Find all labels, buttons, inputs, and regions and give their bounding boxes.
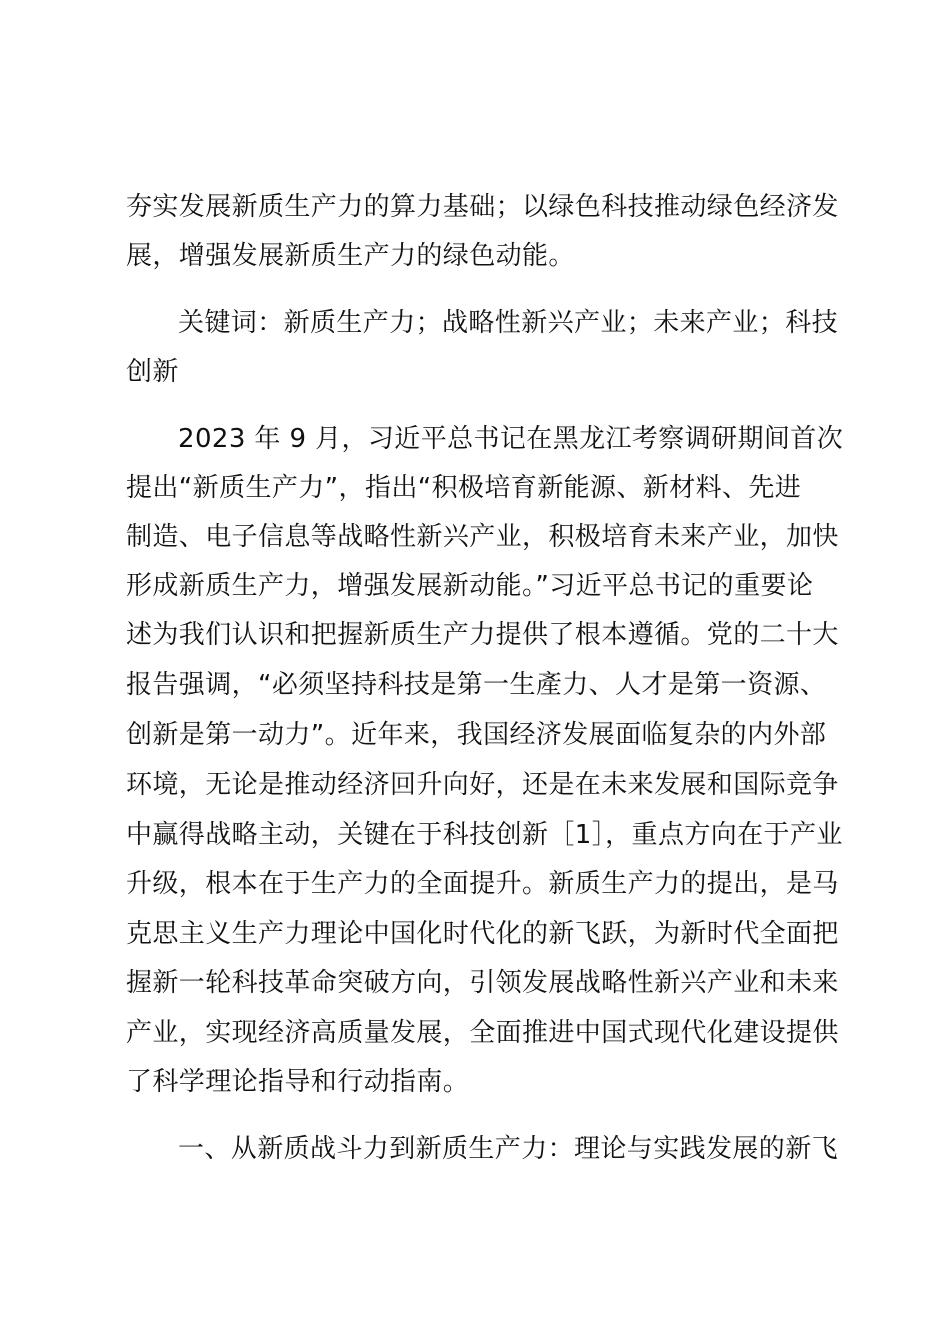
- body-line-6: 报告强调，“必须坚持科技是第一生產力、人才是第一资源、: [126, 670, 827, 700]
- abstract-line-1: 夯实发展新质生产力的算力基础；以绿色科技推动绿色经济发: [126, 192, 839, 222]
- body-line-4: 形成新质生产力，增强发展新动能。”习近平总书记的重要论: [126, 571, 814, 601]
- section-heading: 一、从新质战斗力到新质生产力：理论与实践发展的新飞: [178, 1134, 839, 1164]
- body-line-2: 提出“新质生产力”，指出“积极培育新能源、新材料、先进: [126, 473, 802, 503]
- body-line-5: 述为我们认识和把握新质生产力提供了根本遵循。党的二十大: [126, 620, 839, 650]
- body-line-9: 中赢得战略主动，关键在于科技创新［1］，重点方向在于产业: [126, 820, 843, 850]
- body-line-12: 握新一轮科技革命突破方向，引领发展战略性新兴产业和未来: [126, 968, 839, 998]
- body-line-11: 克思主义生产力理论中国化时代化的新飞跃，为新时代全面把: [126, 919, 839, 949]
- keywords-line-2: 创新: [126, 357, 179, 387]
- body-line-1: 2023 年 9 月，习近平总书记在黑龙江考察调研期间首次: [178, 424, 844, 454]
- body-line-10: 升级，根本在于生产力的全面提升。新质生产力的提出，是马: [126, 869, 839, 899]
- body-line-7: 创新是第一动力”。近年来，我国经济发展面临复杂的内外部: [126, 720, 827, 750]
- body-line-8: 环境，无论是推动经济回升向好，还是在未来发展和国际竞争: [126, 770, 839, 800]
- keywords-line-1: 关键词：新质生产力；战略性新兴产业；未来产业；科技: [178, 308, 839, 338]
- body-line-13: 产业，实现经济高质量发展，全面推进中国式现代化建设提供: [126, 1018, 839, 1048]
- body-line-14: 了科学理论指导和行动指南。: [126, 1067, 470, 1097]
- abstract-line-2: 展，增强发展新质生产力的绿色动能。: [126, 241, 575, 271]
- body-line-3: 制造、电子信息等战略性新兴产业，积极培育未来产业，加快: [126, 522, 839, 552]
